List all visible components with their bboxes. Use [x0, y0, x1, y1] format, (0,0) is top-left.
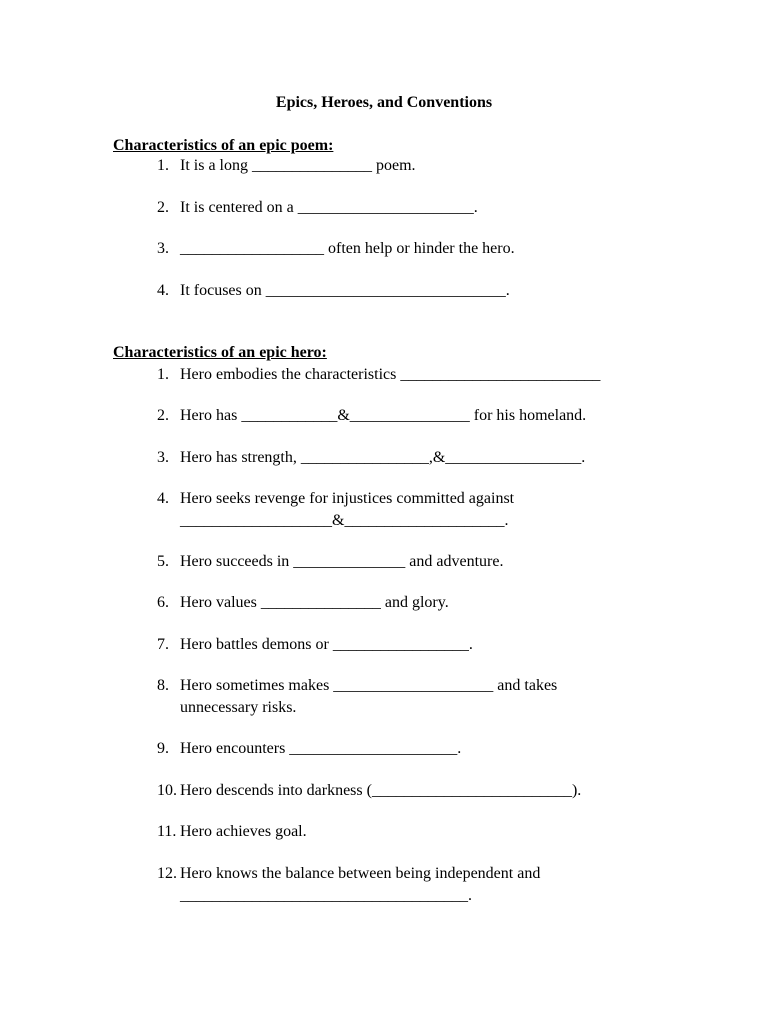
list-item — [157, 282, 510, 300]
item-number: 2. — [157, 407, 169, 424]
item-text: Hero descends into darkness (_________________________). — [180, 782, 582, 799]
item-number: 1. — [157, 157, 169, 174]
item-number: 10. — [157, 782, 177, 799]
section-heading-epic-hero: Characteristics of an epic hero: — [113, 344, 327, 361]
item-text: It focuses on ______________________________. — [180, 282, 510, 299]
item-text: Hero sometimes makes ____________________ and takes — [180, 677, 558, 694]
item-number: 4. — [157, 282, 169, 299]
list-item — [157, 782, 581, 800]
item-number: 11. — [157, 823, 177, 840]
item-number: 7. — [157, 636, 169, 653]
item-continuation: ___________________&____________________. — [180, 512, 509, 529]
item-text: Hero has ____________&_______________ for his homeland. — [180, 407, 587, 424]
item-text: Hero seeks revenge for injustices committed against — [180, 490, 515, 507]
item-number: 4. — [157, 490, 169, 507]
list-item — [157, 636, 473, 654]
page-title: Epics, Heroes, and Conventions — [275, 94, 493, 111]
list-item — [157, 407, 586, 425]
item-text: Hero succeeds in ______________ and adventure. — [180, 553, 504, 570]
item-text: Hero achieves goal. — [180, 823, 307, 840]
section-heading-epic-poem: Characteristics of an epic poem: — [113, 137, 334, 154]
item-text: It is centered on a ______________________. — [180, 199, 478, 216]
item-number: 3. — [157, 449, 169, 466]
item-text: Hero battles demons or _________________. — [180, 636, 473, 653]
item-text: Hero knows the balance between being independent and — [180, 865, 541, 882]
item-continuation: unnecessary risks. — [180, 699, 297, 716]
item-text: Hero has strength, ________________,&_________________. — [180, 449, 586, 466]
list-item — [157, 865, 540, 883]
item-number: 9. — [157, 740, 169, 757]
list-item — [157, 823, 307, 841]
item-number: 6. — [157, 594, 169, 611]
item-number: 2. — [157, 199, 169, 216]
item-number: 8. — [157, 677, 169, 694]
list-item — [157, 366, 600, 384]
item-continuation: ____________________________________. — [180, 887, 472, 904]
item-text: Hero embodies the characteristics _________________________ — [180, 366, 601, 383]
list-item — [157, 677, 557, 695]
list-item — [157, 740, 461, 758]
item-text: Hero encounters _____________________. — [180, 740, 462, 757]
item-number: 1. — [157, 366, 169, 383]
item-number: 3. — [157, 240, 169, 257]
list-item — [157, 240, 515, 258]
item-text: Hero values _______________ and glory. — [180, 594, 449, 611]
list-item — [157, 157, 416, 175]
item-number: 5. — [157, 553, 169, 570]
item-text: It is a long _______________ poem. — [180, 157, 416, 174]
list-item — [157, 594, 449, 612]
list-item — [157, 490, 514, 508]
list-item — [157, 199, 478, 217]
list-item — [157, 449, 585, 467]
list-item — [157, 553, 503, 571]
item-number: 12. — [157, 865, 177, 882]
item-text: __________________ often help or hinder the hero. — [180, 240, 515, 257]
